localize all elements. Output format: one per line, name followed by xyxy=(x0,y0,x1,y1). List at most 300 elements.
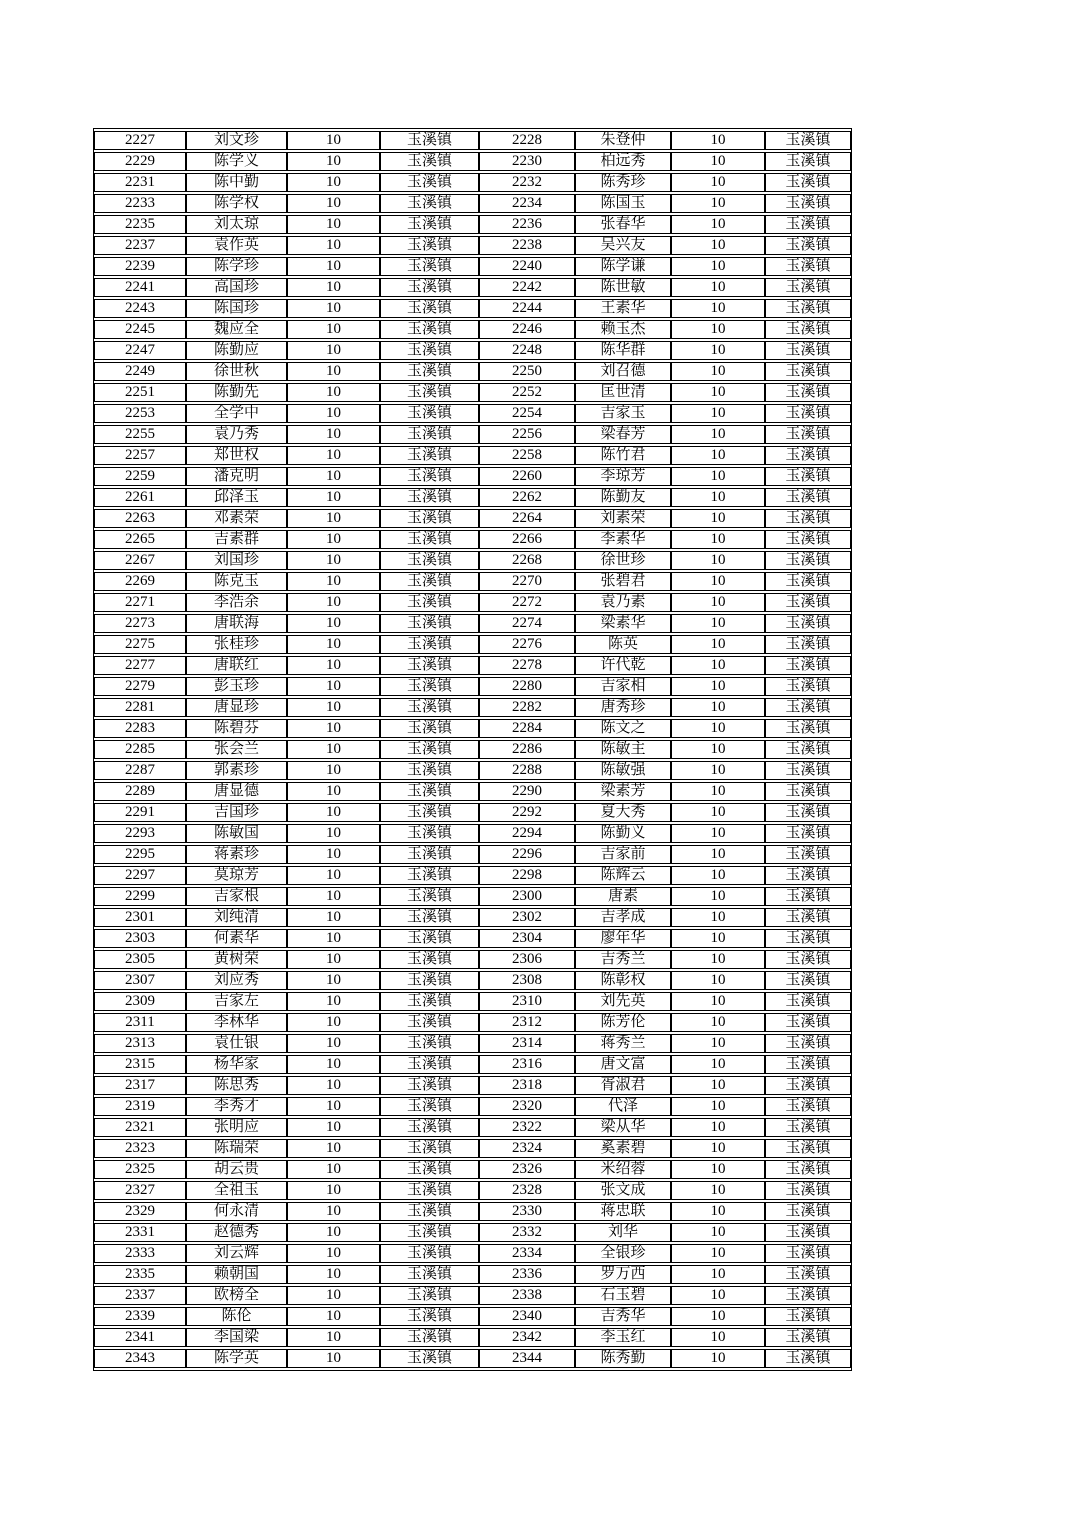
person-name-cell: 陈碧芬 xyxy=(186,719,287,738)
town-name-cell: 玉溪镇 xyxy=(765,761,851,780)
town-name-cell: 玉溪镇 xyxy=(765,677,851,696)
table-row xyxy=(94,467,851,486)
serial-number-cell: 2233 xyxy=(94,194,186,213)
serial-number-cell: 2308 xyxy=(479,971,575,990)
amount-cell: 10 xyxy=(287,572,380,591)
town-name-cell: 玉溪镇 xyxy=(380,425,479,444)
person-name-cell: 陈英 xyxy=(575,635,671,654)
town-name-cell: 玉溪镇 xyxy=(765,1055,851,1074)
person-name-cell: 蒋秀兰 xyxy=(575,1034,671,1053)
amount-cell: 10 xyxy=(671,1202,765,1221)
person-name-cell: 陈敏国 xyxy=(186,824,287,843)
town-name-cell: 玉溪镇 xyxy=(765,341,851,360)
amount-cell: 10 xyxy=(671,1034,765,1053)
amount-cell: 10 xyxy=(671,635,765,654)
person-name-cell: 张桂珍 xyxy=(186,635,287,654)
person-name-cell: 陈伦 xyxy=(186,1307,287,1326)
amount-cell: 10 xyxy=(671,761,765,780)
serial-number-cell: 2232 xyxy=(479,173,575,192)
amount-cell: 10 xyxy=(287,299,380,318)
town-name-cell: 玉溪镇 xyxy=(765,1265,851,1284)
person-name-cell: 吉家相 xyxy=(575,677,671,696)
amount-cell: 10 xyxy=(287,404,380,423)
serial-number-cell: 2293 xyxy=(94,824,186,843)
town-name-cell: 玉溪镇 xyxy=(765,194,851,213)
person-name-cell: 邱泽玉 xyxy=(186,488,287,507)
town-name-cell: 玉溪镇 xyxy=(765,1328,851,1347)
serial-number-cell: 2315 xyxy=(94,1055,186,1074)
town-name-cell: 玉溪镇 xyxy=(765,530,851,549)
town-name-cell: 玉溪镇 xyxy=(765,908,851,927)
town-name-cell: 玉溪镇 xyxy=(380,194,479,213)
amount-cell: 10 xyxy=(671,1118,765,1137)
person-name-cell: 罗万西 xyxy=(575,1265,671,1284)
amount-cell: 10 xyxy=(671,782,765,801)
table-row xyxy=(94,1139,851,1158)
amount-cell: 10 xyxy=(287,1013,380,1032)
person-name-cell: 高国珍 xyxy=(186,278,287,297)
person-name-cell: 吉素群 xyxy=(186,530,287,549)
serial-number-cell: 2245 xyxy=(94,320,186,339)
town-name-cell: 玉溪镇 xyxy=(765,1139,851,1158)
table-row xyxy=(94,1076,851,1095)
amount-cell: 10 xyxy=(287,1286,380,1305)
table-row xyxy=(94,1328,851,1347)
town-name-cell: 玉溪镇 xyxy=(380,1139,479,1158)
town-name-cell: 玉溪镇 xyxy=(380,782,479,801)
serial-number-cell: 2276 xyxy=(479,635,575,654)
person-name-cell: 袁乃秀 xyxy=(186,425,287,444)
serial-number-cell: 2261 xyxy=(94,488,186,507)
amount-cell: 10 xyxy=(287,1328,380,1347)
table-row xyxy=(94,593,851,612)
person-name-cell: 郭素珍 xyxy=(186,761,287,780)
person-name-cell: 全祖玉 xyxy=(186,1181,287,1200)
serial-number-cell: 2250 xyxy=(479,362,575,381)
person-name-cell: 匡世清 xyxy=(575,383,671,402)
person-name-cell: 袁作英 xyxy=(186,236,287,255)
serial-number-cell: 2270 xyxy=(479,572,575,591)
amount-cell: 10 xyxy=(671,824,765,843)
amount-cell: 10 xyxy=(671,614,765,633)
person-name-cell: 陈克玉 xyxy=(186,572,287,591)
town-name-cell: 玉溪镇 xyxy=(380,1013,479,1032)
person-name-cell: 李林华 xyxy=(186,1013,287,1032)
table-row xyxy=(94,677,851,696)
amount-cell: 10 xyxy=(671,992,765,1011)
serial-number-cell: 2239 xyxy=(94,257,186,276)
table-row xyxy=(94,1349,851,1368)
person-name-cell: 徐世珍 xyxy=(575,551,671,570)
person-name-cell: 陈芳伦 xyxy=(575,1013,671,1032)
amount-cell: 10 xyxy=(671,488,765,507)
table-row xyxy=(94,572,851,591)
amount-cell: 10 xyxy=(671,698,765,717)
person-name-cell: 刘太琼 xyxy=(186,215,287,234)
amount-cell: 10 xyxy=(287,782,380,801)
amount-cell: 10 xyxy=(287,740,380,759)
amount-cell: 10 xyxy=(287,887,380,906)
amount-cell: 10 xyxy=(287,1097,380,1116)
town-name-cell: 玉溪镇 xyxy=(380,320,479,339)
table-row xyxy=(94,1202,851,1221)
amount-cell: 10 xyxy=(671,131,765,150)
amount-cell: 10 xyxy=(287,1349,380,1368)
table-row xyxy=(94,824,851,843)
serial-number-cell: 2253 xyxy=(94,404,186,423)
town-name-cell: 玉溪镇 xyxy=(380,572,479,591)
amount-cell: 10 xyxy=(287,1181,380,1200)
person-name-cell: 陈敏主 xyxy=(575,740,671,759)
serial-number-cell: 2274 xyxy=(479,614,575,633)
amount-cell: 10 xyxy=(671,1160,765,1179)
person-name-cell: 邓素荣 xyxy=(186,509,287,528)
table-row xyxy=(94,1286,851,1305)
table-row xyxy=(94,299,851,318)
serial-number-cell: 2302 xyxy=(479,908,575,927)
town-name-cell: 玉溪镇 xyxy=(380,341,479,360)
town-name-cell: 玉溪镇 xyxy=(380,257,479,276)
person-name-cell: 陈勤义 xyxy=(575,824,671,843)
person-name-cell: 何素华 xyxy=(186,929,287,948)
table-row xyxy=(94,341,851,360)
town-name-cell: 玉溪镇 xyxy=(380,719,479,738)
serial-number-cell: 2311 xyxy=(94,1013,186,1032)
serial-number-cell: 2248 xyxy=(479,341,575,360)
table-row xyxy=(94,362,851,381)
town-name-cell: 玉溪镇 xyxy=(765,446,851,465)
person-name-cell: 莫琼芳 xyxy=(186,866,287,885)
town-name-cell: 玉溪镇 xyxy=(380,1181,479,1200)
town-name-cell: 玉溪镇 xyxy=(765,803,851,822)
serial-number-cell: 2310 xyxy=(479,992,575,1011)
person-name-cell: 唐显珍 xyxy=(186,698,287,717)
town-name-cell: 玉溪镇 xyxy=(765,782,851,801)
amount-cell: 10 xyxy=(671,929,765,948)
town-name-cell: 玉溪镇 xyxy=(380,992,479,1011)
town-name-cell: 玉溪镇 xyxy=(380,446,479,465)
person-name-cell: 陈勤应 xyxy=(186,341,287,360)
table-row xyxy=(94,530,851,549)
town-name-cell: 玉溪镇 xyxy=(380,635,479,654)
amount-cell: 10 xyxy=(671,845,765,864)
amount-cell: 10 xyxy=(671,971,765,990)
amount-cell: 10 xyxy=(287,992,380,1011)
table-row xyxy=(94,488,851,507)
amount-cell: 10 xyxy=(671,1076,765,1095)
serial-number-cell: 2299 xyxy=(94,887,186,906)
person-name-cell: 奚素碧 xyxy=(575,1139,671,1158)
person-name-cell: 吉孝成 xyxy=(575,908,671,927)
serial-number-cell: 2344 xyxy=(479,1349,575,1368)
person-name-cell: 吉家玉 xyxy=(575,404,671,423)
town-name-cell: 玉溪镇 xyxy=(380,1223,479,1242)
town-name-cell: 玉溪镇 xyxy=(380,1307,479,1326)
amount-cell: 10 xyxy=(287,950,380,969)
table-row xyxy=(94,845,851,864)
serial-number-cell: 2269 xyxy=(94,572,186,591)
person-name-cell: 李素华 xyxy=(575,530,671,549)
town-name-cell: 玉溪镇 xyxy=(765,1160,851,1179)
serial-number-cell: 2243 xyxy=(94,299,186,318)
amount-cell: 10 xyxy=(671,908,765,927)
serial-number-cell: 2235 xyxy=(94,215,186,234)
person-name-cell: 梁素华 xyxy=(575,614,671,633)
amount-cell: 10 xyxy=(287,131,380,150)
amount-cell: 10 xyxy=(671,1328,765,1347)
amount-cell: 10 xyxy=(287,425,380,444)
amount-cell: 10 xyxy=(671,425,765,444)
amount-cell: 10 xyxy=(287,1118,380,1137)
serial-number-cell: 2285 xyxy=(94,740,186,759)
person-name-cell: 赖玉杰 xyxy=(575,320,671,339)
person-name-cell: 吴兴友 xyxy=(575,236,671,255)
town-name-cell: 玉溪镇 xyxy=(380,866,479,885)
serial-number-cell: 2322 xyxy=(479,1118,575,1137)
town-name-cell: 玉溪镇 xyxy=(765,1076,851,1095)
person-name-cell: 陈秀珍 xyxy=(575,173,671,192)
town-name-cell: 玉溪镇 xyxy=(380,404,479,423)
serial-number-cell: 2304 xyxy=(479,929,575,948)
town-name-cell: 玉溪镇 xyxy=(380,845,479,864)
person-name-cell: 陈辉云 xyxy=(575,866,671,885)
serial-number-cell: 2229 xyxy=(94,152,186,171)
serial-number-cell: 2238 xyxy=(479,236,575,255)
amount-cell: 10 xyxy=(287,1307,380,1326)
amount-cell: 10 xyxy=(671,1307,765,1326)
table-row xyxy=(94,719,851,738)
person-name-cell: 梁素芳 xyxy=(575,782,671,801)
person-name-cell: 陈秀勤 xyxy=(575,1349,671,1368)
person-name-cell: 陈学义 xyxy=(186,152,287,171)
town-name-cell: 玉溪镇 xyxy=(765,740,851,759)
amount-cell: 10 xyxy=(671,677,765,696)
person-name-cell: 刘国珍 xyxy=(186,551,287,570)
person-name-cell: 刘文珍 xyxy=(186,131,287,150)
person-name-cell: 何永清 xyxy=(186,1202,287,1221)
amount-cell: 10 xyxy=(671,446,765,465)
serial-number-cell: 2263 xyxy=(94,509,186,528)
serial-number-cell: 2318 xyxy=(479,1076,575,1095)
person-name-cell: 刘素荣 xyxy=(575,509,671,528)
serial-number-cell: 2337 xyxy=(94,1286,186,1305)
person-name-cell: 陈国玉 xyxy=(575,194,671,213)
town-name-cell: 玉溪镇 xyxy=(765,509,851,528)
amount-cell: 10 xyxy=(671,1265,765,1284)
amount-cell: 10 xyxy=(671,173,765,192)
serial-number-cell: 2262 xyxy=(479,488,575,507)
person-name-cell: 吉家左 xyxy=(186,992,287,1011)
town-name-cell: 玉溪镇 xyxy=(380,614,479,633)
town-name-cell: 玉溪镇 xyxy=(380,1286,479,1305)
town-name-cell: 玉溪镇 xyxy=(765,1097,851,1116)
town-name-cell: 玉溪镇 xyxy=(765,1349,851,1368)
serial-number-cell: 2286 xyxy=(479,740,575,759)
town-name-cell: 玉溪镇 xyxy=(380,1244,479,1263)
serial-number-cell: 2309 xyxy=(94,992,186,1011)
serial-number-cell: 2275 xyxy=(94,635,186,654)
person-name-cell: 石玉碧 xyxy=(575,1286,671,1305)
amount-cell: 10 xyxy=(287,1076,380,1095)
serial-number-cell: 2343 xyxy=(94,1349,186,1368)
town-name-cell: 玉溪镇 xyxy=(380,1265,479,1284)
town-name-cell: 玉溪镇 xyxy=(380,824,479,843)
town-name-cell: 玉溪镇 xyxy=(765,299,851,318)
town-name-cell: 玉溪镇 xyxy=(765,593,851,612)
amount-cell: 10 xyxy=(287,1139,380,1158)
town-name-cell: 玉溪镇 xyxy=(765,215,851,234)
amount-cell: 10 xyxy=(671,215,765,234)
town-name-cell: 玉溪镇 xyxy=(380,1202,479,1221)
person-name-cell: 唐显德 xyxy=(186,782,287,801)
serial-number-cell: 2231 xyxy=(94,173,186,192)
serial-number-cell: 2281 xyxy=(94,698,186,717)
person-name-cell: 刘召德 xyxy=(575,362,671,381)
amount-cell: 10 xyxy=(671,887,765,906)
town-name-cell: 玉溪镇 xyxy=(765,719,851,738)
amount-cell: 10 xyxy=(671,299,765,318)
serial-number-cell: 2301 xyxy=(94,908,186,927)
serial-number-cell: 2284 xyxy=(479,719,575,738)
person-name-cell: 陈彰权 xyxy=(575,971,671,990)
table-row xyxy=(94,971,851,990)
serial-number-cell: 2313 xyxy=(94,1034,186,1053)
serial-number-cell: 2236 xyxy=(479,215,575,234)
amount-cell: 10 xyxy=(287,635,380,654)
amount-cell: 10 xyxy=(287,1034,380,1053)
person-name-cell: 陈学珍 xyxy=(186,257,287,276)
serial-number-cell: 2257 xyxy=(94,446,186,465)
amount-cell: 10 xyxy=(287,215,380,234)
table-row xyxy=(94,656,851,675)
town-name-cell: 玉溪镇 xyxy=(380,929,479,948)
amount-cell: 10 xyxy=(287,320,380,339)
serial-number-cell: 2300 xyxy=(479,887,575,906)
town-name-cell: 玉溪镇 xyxy=(765,152,851,171)
table-row xyxy=(94,950,851,969)
person-name-cell: 杨华家 xyxy=(186,1055,287,1074)
table-row xyxy=(94,614,851,633)
serial-number-cell: 2342 xyxy=(479,1328,575,1347)
town-name-cell: 玉溪镇 xyxy=(765,278,851,297)
table-row xyxy=(94,1307,851,1326)
table-row xyxy=(94,992,851,1011)
serial-number-cell: 2227 xyxy=(94,131,186,150)
amount-cell: 10 xyxy=(671,1139,765,1158)
serial-number-cell: 2306 xyxy=(479,950,575,969)
serial-number-cell: 2290 xyxy=(479,782,575,801)
town-name-cell: 玉溪镇 xyxy=(765,425,851,444)
roster-table xyxy=(93,128,852,1371)
person-name-cell: 陈世敏 xyxy=(575,278,671,297)
person-name-cell: 陈勤先 xyxy=(186,383,287,402)
serial-number-cell: 2251 xyxy=(94,383,186,402)
serial-number-cell: 2242 xyxy=(479,278,575,297)
town-name-cell: 玉溪镇 xyxy=(765,1202,851,1221)
amount-cell: 10 xyxy=(287,194,380,213)
person-name-cell: 全银珍 xyxy=(575,1244,671,1263)
town-name-cell: 玉溪镇 xyxy=(380,950,479,969)
person-name-cell: 唐文富 xyxy=(575,1055,671,1074)
serial-number-cell: 2264 xyxy=(479,509,575,528)
person-name-cell: 许代乾 xyxy=(575,656,671,675)
town-name-cell: 玉溪镇 xyxy=(765,635,851,654)
town-name-cell: 玉溪镇 xyxy=(380,551,479,570)
town-name-cell: 玉溪镇 xyxy=(765,320,851,339)
serial-number-cell: 2244 xyxy=(479,299,575,318)
amount-cell: 10 xyxy=(671,194,765,213)
serial-number-cell: 2252 xyxy=(479,383,575,402)
person-name-cell: 梁从华 xyxy=(575,1118,671,1137)
person-name-cell: 唐联海 xyxy=(186,614,287,633)
amount-cell: 10 xyxy=(287,467,380,486)
table-row xyxy=(94,1244,851,1263)
person-name-cell: 魏应全 xyxy=(186,320,287,339)
amount-cell: 10 xyxy=(671,362,765,381)
town-name-cell: 玉溪镇 xyxy=(380,1034,479,1053)
amount-cell: 10 xyxy=(671,467,765,486)
serial-number-cell: 2323 xyxy=(94,1139,186,1158)
town-name-cell: 玉溪镇 xyxy=(380,383,479,402)
person-name-cell: 陈华群 xyxy=(575,341,671,360)
table-row xyxy=(94,1265,851,1284)
serial-number-cell: 2329 xyxy=(94,1202,186,1221)
person-name-cell: 黄树荣 xyxy=(186,950,287,969)
serial-number-cell: 2303 xyxy=(94,929,186,948)
town-name-cell: 玉溪镇 xyxy=(380,1118,479,1137)
amount-cell: 10 xyxy=(287,341,380,360)
town-name-cell: 玉溪镇 xyxy=(765,1181,851,1200)
serial-number-cell: 2287 xyxy=(94,761,186,780)
amount-cell: 10 xyxy=(671,1349,765,1368)
person-name-cell: 王素华 xyxy=(575,299,671,318)
amount-cell: 10 xyxy=(287,509,380,528)
person-name-cell: 袁仕银 xyxy=(186,1034,287,1053)
table-row xyxy=(94,740,851,759)
person-name-cell: 刘云辉 xyxy=(186,1244,287,1263)
amount-cell: 10 xyxy=(287,614,380,633)
person-name-cell: 夏大秀 xyxy=(575,803,671,822)
person-name-cell: 李玉红 xyxy=(575,1328,671,1347)
person-name-cell: 吉秀兰 xyxy=(575,950,671,969)
amount-cell: 10 xyxy=(671,509,765,528)
town-name-cell: 玉溪镇 xyxy=(765,572,851,591)
person-name-cell: 唐素 xyxy=(575,887,671,906)
table-row xyxy=(94,173,851,192)
amount-cell: 10 xyxy=(287,1055,380,1074)
town-name-cell: 玉溪镇 xyxy=(380,509,479,528)
table-row xyxy=(94,131,851,150)
amount-cell: 10 xyxy=(671,866,765,885)
town-name-cell: 玉溪镇 xyxy=(765,614,851,633)
amount-cell: 10 xyxy=(287,173,380,192)
person-name-cell: 张碧君 xyxy=(575,572,671,591)
serial-number-cell: 2249 xyxy=(94,362,186,381)
town-name-cell: 玉溪镇 xyxy=(765,362,851,381)
amount-cell: 10 xyxy=(287,719,380,738)
table-row xyxy=(94,257,851,276)
person-name-cell: 陈竹君 xyxy=(575,446,671,465)
serial-number-cell: 2332 xyxy=(479,1223,575,1242)
town-name-cell: 玉溪镇 xyxy=(765,845,851,864)
town-name-cell: 玉溪镇 xyxy=(765,971,851,990)
person-name-cell: 李琼芳 xyxy=(575,467,671,486)
amount-cell: 10 xyxy=(287,824,380,843)
person-name-cell: 徐世秋 xyxy=(186,362,287,381)
amount-cell: 10 xyxy=(671,740,765,759)
amount-cell: 10 xyxy=(287,152,380,171)
roster-table-body xyxy=(94,131,851,1368)
